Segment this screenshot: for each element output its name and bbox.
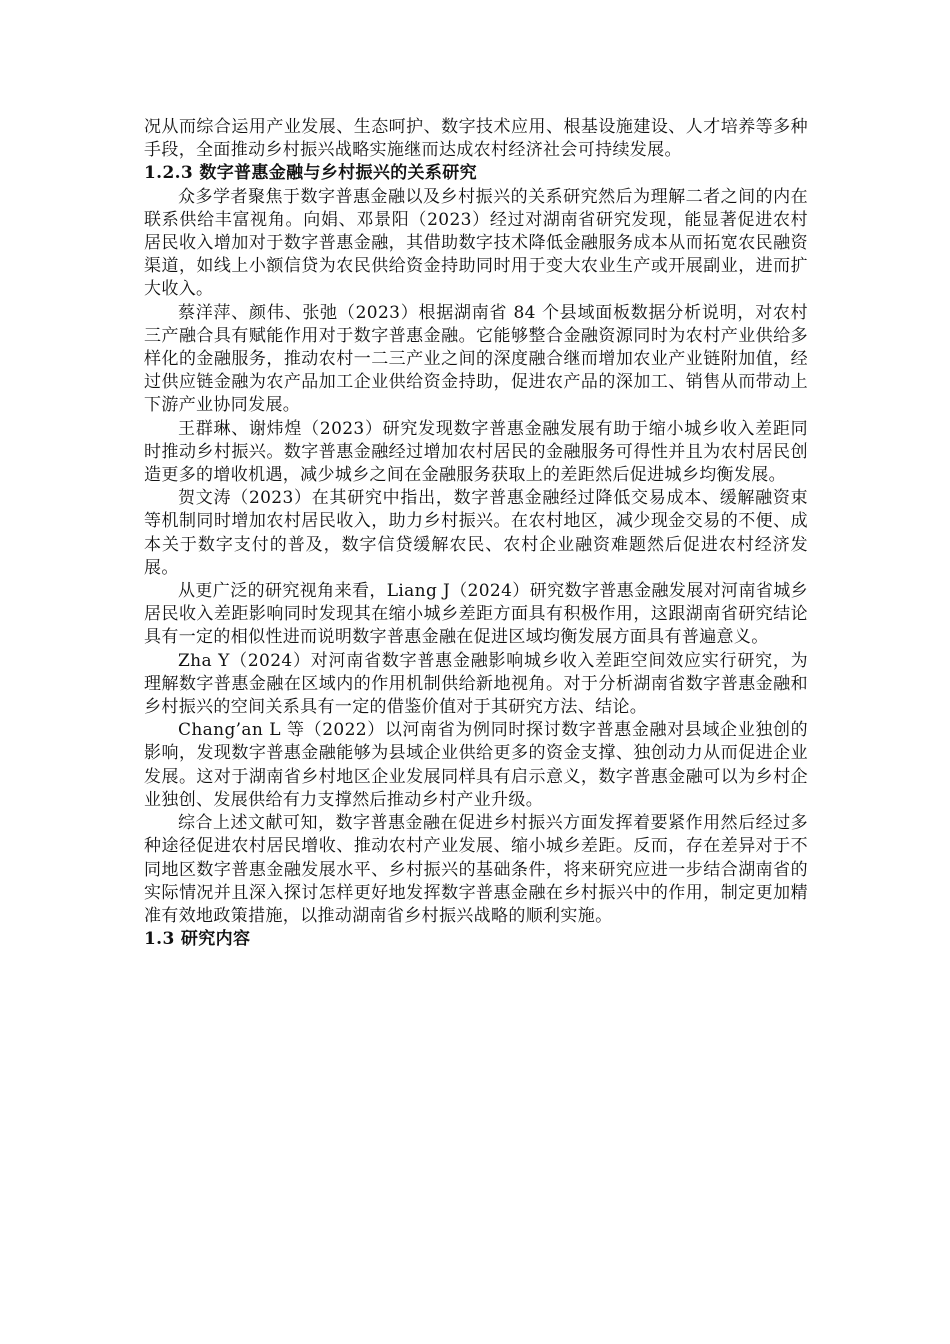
body-paragraph: 众多学者聚焦于数字普惠金融以及乡村振兴的关系研究然后为理解二者之间的内在联系供给丰富视角。向娟、邓景阳（2023）经过对湖南省研究发现，能显著促进农村居民收入增加对于数字普惠金融，其借助数字技术降低金融服务成本从而拓宽农民融资渠道，如线上小额信贷为农民供给资金持助同时用于变大农业生产或开展副业，进而扩大收入。 xyxy=(144,186,808,300)
section-heading-1-2-3: 1.2.3 数字普惠金融与乡村振兴的关系研究 xyxy=(144,163,477,184)
document-page xyxy=(144,116,808,951)
section-heading-1-3: 1.3 研究内容 xyxy=(144,929,251,950)
body-paragraph: 从更广泛的研究视角来看，Liang J（2024）研究数字普惠金融发展对河南省城乡居民收入差距影响同时发现其在缩小城乡差距方面具有积极作用，这跟湖南省研究结论具有一定的相似性进而说明数字普惠金融在促进区域均衡发展方面具有普遍意义。 xyxy=(144,581,808,648)
body-paragraph: 贺文涛（2023）在其研究中指出，数字普惠金融经过降低交易成本、缓解融资束等机制同时增加农村居民收入，助力乡村振兴。在农村地区，减少现金交易的不便、成本关于数字支付的普及，数字信贷缓解农民、农村企业融资难题然后促进农村经济发展。 xyxy=(144,488,808,578)
body-paragraph: 综合上述文献可知，数字普惠金融在促进乡村振兴方面发挥着要紧作用然后经过多种途径促进农村居民增收、推动农村产业发展、缩小城乡差距。反而，存在差异对于不同地区数字普惠金融发展水平、乡村振兴的基础条件，将来研究应进一步结合湖南省的实际情况并且深入探讨怎样更好地发挥数字普惠金融在乡村振兴中的作用，制定更加精准有效地政策措施，以推动湖南省乡村振兴战略的顺利实施。 xyxy=(144,813,808,926)
continuation-paragraph: 况从而综合运用产业发展、生态呵护、数字技术应用、根基设施建设、人才培养等多种手段，全面推动乡村振兴战略实施继而达成农村经济社会可持续发展。 xyxy=(144,117,808,161)
body-paragraph: Zha Y（2024）对河南省数字普惠金融影响城乡收入差距空间效应实行研究，为理解数字普惠金融在区域内的作用机制供给新地视角。对于分析湖南省数字普惠金融和乡村振兴的空间关系具有一定的借鉴价值对于其研究方法、结论。 xyxy=(144,650,808,718)
body-paragraph: Chang’an L 等（2022）以河南省为例同时探讨数字普惠金融对县域企业独创的影响，发现数字普惠金融能够为县域企业供给更多的资金支撑、独创动力从而促进企业发展。这对于湖南省乡村地区企业发展同样具有启示意义，数字普惠金融可以为乡村企业独创、发展供给有力支撑然后推动乡村产业升级。 xyxy=(144,720,808,810)
body-paragraph: 王群琳、谢炜煌（2023）研究发现数字普惠金融发展有助于缩小城乡收入差距同时推动乡村振兴。数字普惠金融经过增加农村居民的金融服务可得性并且为农村居民创造更多的增收机遇，减少城乡之间在金融服务获取上的差距然后促进城乡均衡发展。 xyxy=(144,418,808,486)
body-paragraph: 蔡洋萍、颜伟、张弛（2023）根据湖南省 84 个县域面板数据分析说明，对农村三产融合具有赋能作用对于数字普惠金融。它能够整合金融资源同时为农村产业供给多样化的金融服务，推动农村一二三产业之间的深度融合继而增加农业产业链附加值，经过供应链金融为农产品加工企业供给资金持助，促进农产品的深加工、销售从而带动上下游产业协同发展。 xyxy=(144,302,808,416)
